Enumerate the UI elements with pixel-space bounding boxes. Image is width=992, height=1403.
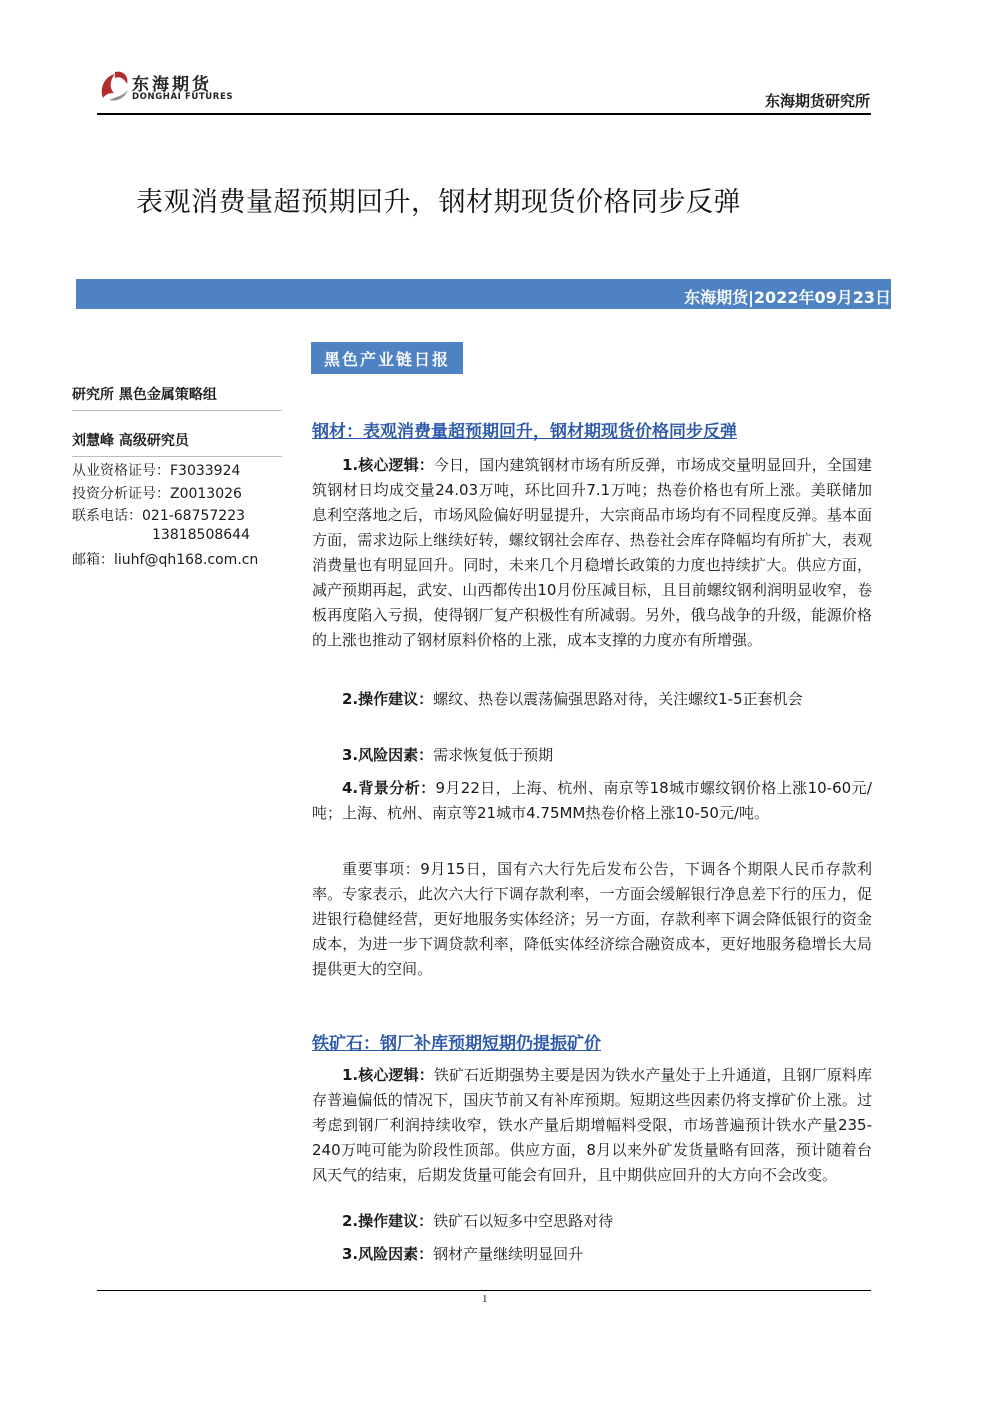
sidebar-divider (72, 410, 282, 411)
report-category-tag: 黑色产业链日报 (311, 342, 463, 374)
logo-english-text: DONGHAI FUTURES (132, 92, 234, 102)
para-text: 钢材产量继续明显回升 (433, 1245, 584, 1263)
sidebar-phone: 联系电话：021-68757223 (72, 508, 246, 524)
section-title-iron-ore: 铁矿石：钢厂补库预期短期仍提振矿价 (312, 1034, 601, 1054)
sidebar-cert: 从业资格证号：F3033924 (72, 463, 241, 479)
para-label: 2.操作建议： (342, 690, 434, 708)
header-org: 东海期货研究所 (764, 92, 870, 110)
header-divider (97, 113, 871, 115)
para-label: 1.核心逻辑： (342, 1066, 434, 1084)
para-label: 1.核心逻辑： (342, 456, 434, 474)
ore-risk-factors (312, 1242, 872, 1267)
para-label: 3.风险因素： (342, 746, 434, 764)
para-text: 今日，国内建筑钢材市场有所反弹，市场成交量明显回升，全国建筑钢材日均成交量24.03万吨，环比回升7.1万吨；热卷价格也有所上涨。美联储加息利空落地之后，市场风险偏好明显提升，大宗商品市场均有不同程度反弹。基本面方面，需求边际上继续好转，螺纹钢社会库存、热卷社会库存降幅均有所扩大，表观消费量也有明显回升。同时，未来几个月稳增长政策的力度也持续扩大。供应方面，减产预期再起，武安、山西都传出10月份压减目标，且目前螺纹钢利润明显收窄，卷板再度陷入亏损，使得钢厂复产积极性有所减弱。另外，俄乌战争的升级，能源价格的上涨也推动了钢材原料价格的上涨，成本支撑的力度亦有所增强。 (312, 456, 872, 649)
para-text: 9月22日，上海、杭州、南京等18城市螺纹钢价格上涨10-60元/吨；上海、杭州、南京等21城市4.75MM热卷价格上涨10-50元/吨。 (312, 779, 872, 822)
sidebar-divider (72, 456, 282, 457)
para-text: 螺纹、热卷以震荡偏强思路对待，关注螺纹1-5正套机会 (433, 690, 803, 708)
sidebar-dept: 研究所 黑色金属策略组 (72, 387, 217, 403)
logo-chinese-text: 东海期货 (132, 75, 212, 95)
para-text: 铁矿石以短多中空思路对待 (433, 1212, 614, 1230)
steel-risk-factors (312, 743, 872, 768)
steel-important-events (312, 857, 872, 982)
ore-core-logic (312, 1063, 872, 1188)
para-label: 2.操作建议： (342, 1212, 434, 1230)
steel-core-logic (312, 453, 872, 653)
para-text: 铁矿石近期强势主要是因为铁水产量处于上升通道，且钢厂原料库存普遍偏低的情况下，国庆节前又有补库预期。短期这些因素仍将支撑矿价上涨。过考虑到钢厂利润持续收窄，铁水产量后期增幅料受限，市场普遍预计铁水产量235-240万吨可能为阶段性顶部。供应方面，8月以来外矿发货量略有回落，预计随着台风天气的结束，后期发货量可能会有回升，且中期供应回升的大方向不会改变。 (312, 1066, 872, 1184)
report-title: 表观消费量超预期回升，钢材期现货价格同步反弹 (136, 187, 741, 218)
para-label: 3.风险因素： (342, 1245, 434, 1263)
steel-operation-advice (312, 687, 872, 712)
steel-background (312, 776, 872, 826)
report-date: 东海期货|2022年09月23日 (684, 288, 891, 307)
section-title-steel: 钢材：表观消费量超预期回升，钢材期现货价格同步反弹 (312, 422, 737, 442)
ore-operation-advice (312, 1209, 872, 1234)
sidebar-advisor-cert: 投资分析证号：Z0013026 (72, 486, 242, 502)
sidebar-mobile: 13818508644 (152, 527, 250, 543)
sidebar-email[interactable]: 邮箱：liuhf@qh168.com.cn (72, 552, 259, 568)
footer-divider (97, 1290, 871, 1291)
page-number: 1 (482, 1293, 488, 1305)
para-label: 4.背景分析： (342, 779, 436, 797)
para-text: 重要事项：9月15日，国有六大行先后发布公告，下调各个期限人民币存款利率。专家表示，此次六大行下调存款利率，一方面会缓解银行净息差下行的压力，促进银行稳健经营，更好地服务实体经济；另一方面，存款利率下调会降低银行的资金成本，为进一步下调贷款利率，降低实体经济综合融资成本，更好地服务稳增长大局提供更大的空间。 (312, 860, 872, 978)
sidebar-author: 刘慧峰 高级研究员 (72, 433, 189, 449)
para-text: 需求恢复低于预期 (433, 746, 554, 764)
